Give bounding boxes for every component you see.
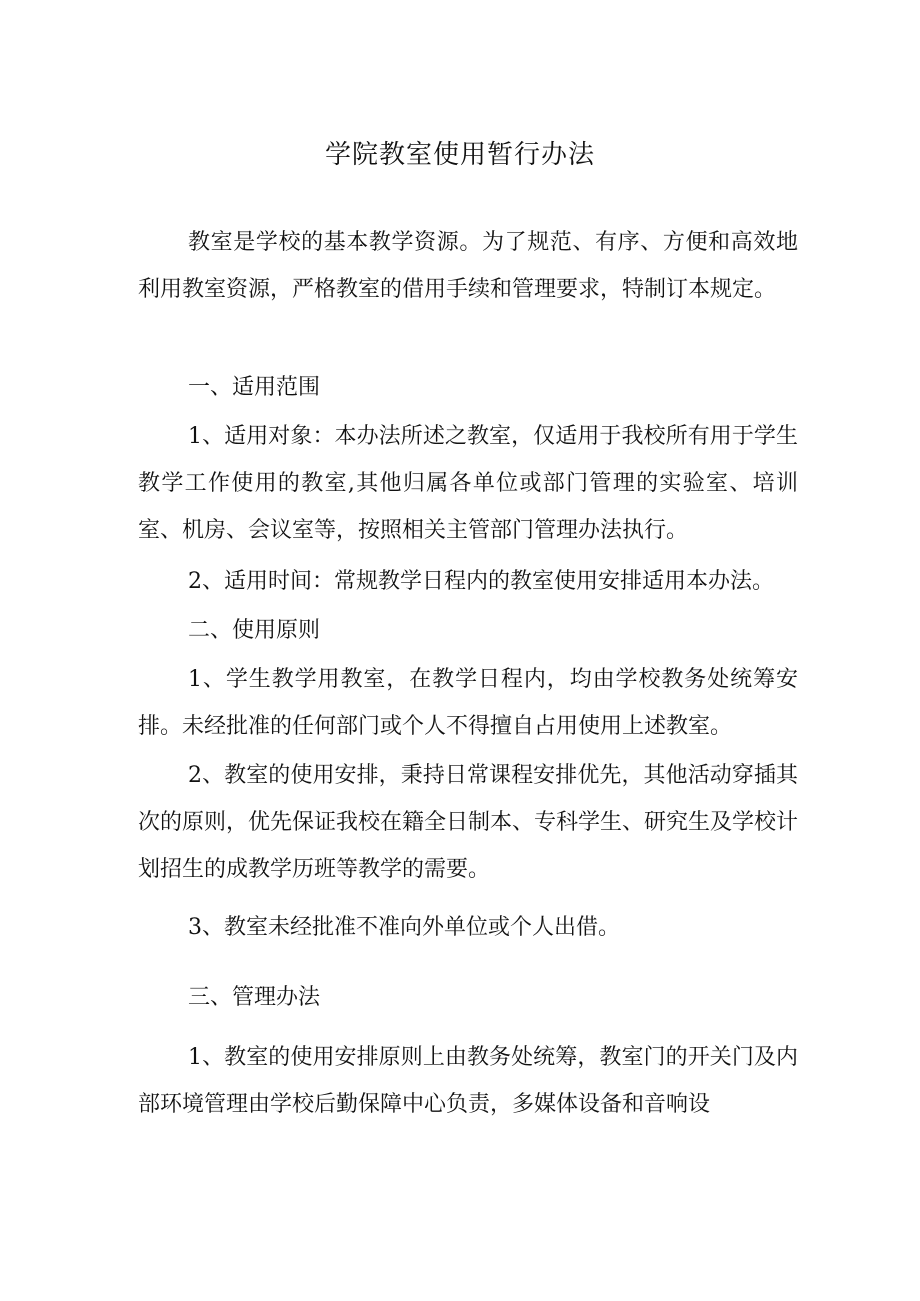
section-2-heading: 二、使用原则: [188, 618, 321, 643]
section-3-item-1: 1、教室的使用安排原则上由教务处统筹，教室门的开关门及内部环境管理由学校后勤保障中心负责，多媒体设备和音响设: [138, 1045, 798, 1117]
section-1-item-2: 2、适用时间：常规教学日程内的教室使用安排适用本办法。: [188, 569, 774, 594]
section-3-heading: 三、管理办法: [188, 985, 321, 1010]
document-title: 学院教室使用暂行办法: [324, 140, 595, 170]
section-1-item-1: 1、适用对象：本办法所述之教室，仅适用于我校所有用于学生教学工作使用的教室,其他归属各单位或部门管理的实验室、培训室、机房、会议室等，按照相关主管部门管理办法执行。: [138, 424, 798, 543]
intro-paragraph: 教室是学校的基本教学资源。为了规范、有序、方便和高效地利用教室资源，严格教室的借用手续和管理要求，特制订本规定。: [138, 230, 798, 302]
section-2-item-1: 1、学生教学用教室，在教学日程内，均由学校教务处统筹安排。未经批准的任何部门或个人不得擅自占用使用上述教室。: [138, 667, 798, 739]
section-2-item-2: 2、教室的使用安排，秉持日常课程安排优先，其他活动穿插其次的原则，优先保证我校在籍全日制本、专科学生、研究生及学校计划招生的成教学历班等教学的需要。: [138, 763, 799, 882]
section-1-heading: 一、适用范围: [188, 375, 321, 400]
section-2-item-3: 3、教室未经批准不准向外单位或个人出借。: [188, 915, 620, 940]
